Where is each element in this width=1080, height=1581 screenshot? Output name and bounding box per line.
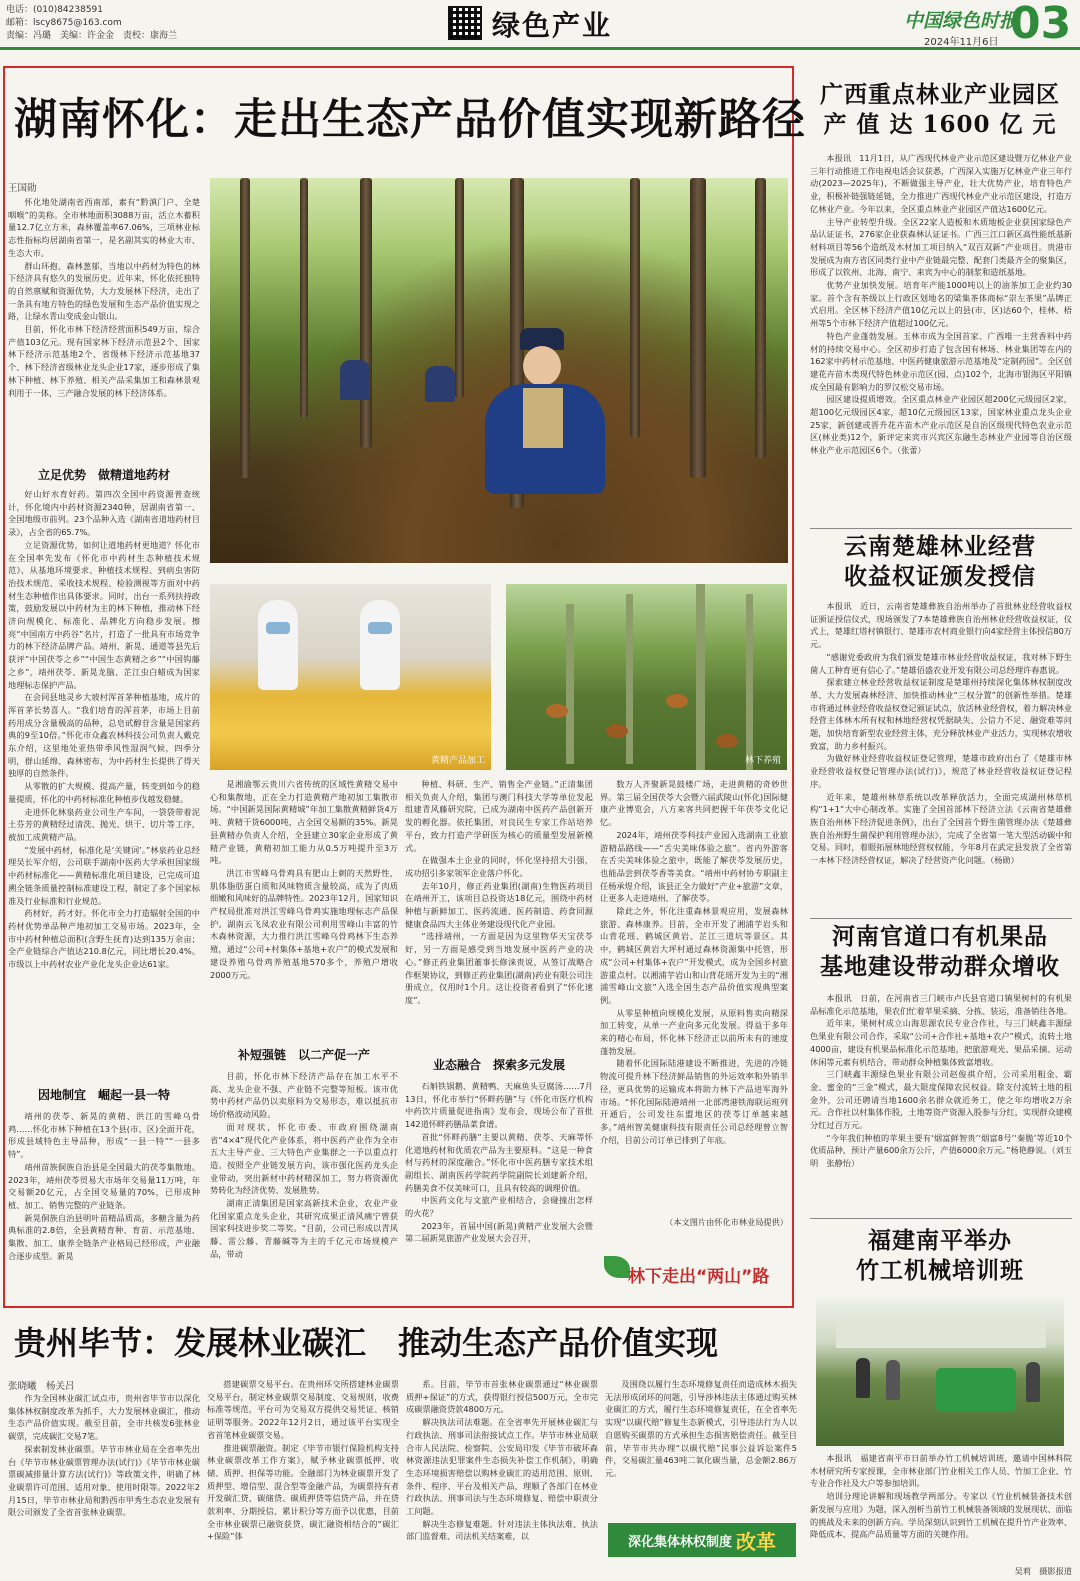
bottom-col4 xyxy=(605,1378,797,1518)
paragraph: 靖州的茯苓、新晃的黄精、洪江的雪峰乌骨鸡……怀化市林下种植在13个县(市、区)全面开花，形成县域特色主导品种，形成“一县一特”“一县多特”。 xyxy=(8,1111,200,1160)
title-line: 河南官道口有机果品 xyxy=(832,923,1048,950)
paragraph: 近年来，果树村成立山海思源农民专业合作社，与三门峡鑫丰源绿色果业有限公司合作，采取“公司+合作社+基地+农户”模式，流转土地4000亩，建设有机果品标准化示范基地，把旅游观光、果品采摘、运动休闲等元素有机结合，带动群众种植集体致富增收。 xyxy=(810,1018,1072,1067)
right-article-4-credit xyxy=(810,1565,1072,1579)
title-line: 广西重点林业产业园区 xyxy=(820,81,1060,108)
title-line: 福建南平举办 xyxy=(868,1227,1012,1254)
paragraph: 立足资源优势，如何让道地药材更地道？怀化市在全国率先发布《怀化市中药材生态种植技术规范》，从基地环境要求、种植技术规程、到病虫害防治技术规范、采收技术规程、检验测视等方面对中药材生态种植作出具体要求。同时，出台一系列扶持政策，鼓励发展以中药材为主的林下种植，推动林下经济向规模化、标准化、品牌化方向稳步发展。擦亮“中国南方中药谷”名片，打造了一批具有市场竞争力的林下经济品牌产品。靖州、新晃、通道等县先后获评“中国茯苓之乡”“中国生态黄精之乡”“中国钩藤之乡”，靖州茯苓、新晃龙脑、芷江虫白蜡成为国家地理标志保护产品。 xyxy=(8,539,200,690)
title-line: 云南楚雄林业经营 xyxy=(844,533,1036,560)
paragraph: 2024年，靖州茯苓科技产业园入选湖南工业旅游精品路线——“舌尖美味体验之旅”。省内外游客在舌尖美味体验之旅中，既能了解茯苓发展历史，也能品尝到茯苓香等美食。“靖州中药材协专职副主任杨承煜介绍，该县正全力做好“产业+旅游”文章，让更多人走进靖州、了解茯苓。 xyxy=(600,829,788,904)
stamp-slogan: 林下走出“两山”路 xyxy=(628,1267,770,1287)
paragraph: 作为全国林业碳汇试点市，贵州省毕节市以深化集体林权制度改革为抓手，大力发展林业碳汇，推动生态产品价值实现。截至目前，全市共核发6张林业碳票，完成碳汇交易7笔。 xyxy=(8,1393,200,1442)
paragraph: 目前，怀化市林下经济产品存在加工水平不高、龙头企业不强、产业链不完整等短板。该市优势中药材产品仍以卖原料为交易形态，难以抵抗市场价格波动风险。 xyxy=(210,1071,398,1120)
paragraph: 探索制发林业碳票。毕节市林业局在全省率先出台《毕节市林业碳票管理办法(试行)》《毕节市林业碳票碳减排量计算方法(试行)》等政策文件，明确了林业碳票许可范围、适用对象、使用时限等。2022年2月15日，毕节市林业局和黔西市甲秀生态农业发展有限公司颁发了全省首张林业碳票。 xyxy=(8,1443,200,1518)
title-line: 收益权证颁发授信 xyxy=(844,563,1036,590)
photo-caption-chicken: 林下养殖 xyxy=(744,756,781,766)
title-line: 基地建设带动群众增收 xyxy=(820,953,1060,980)
bottom-col3 xyxy=(406,1378,598,1578)
credit-text: 吴莉 摄影报道 xyxy=(1014,1566,1072,1576)
paragraph: 中医药文化与文旅产业相结合，会碰撞出怎样的火花？ xyxy=(405,1195,593,1219)
right-article-3-body xyxy=(810,992,1072,1214)
right-article-1-title xyxy=(806,80,1074,140)
paragraph: 特色产业蓬勃发展。玉林市成为全国首家、广西唯一主营香料中药材的持续交易中心。全区初步打造了包含国有林场、林业集团等在内的162家中药材示范基地、中医药健康旅游示范基地及“定制药园”。全区创建花卉苗木类现代特色林业示范区(园、点)102个，北海市银海区平阳镇成全国最有影响力的罗汉松交易市场。 xyxy=(810,330,1072,392)
paragraph: 新晃侗族自治县明叶苗精品质高，多糖含量为药典标准的2.8倍，全县黄精育种、育苗、示范基地、集散、加工、康养全链条产业格局已经形成，产业融合逐步成型。新晃 xyxy=(8,1212,200,1261)
right-article-1-body xyxy=(810,152,1072,522)
paragraph: 从零星种植向规模化发展，从原料售卖向精深加工转变，从单一产业向多元化发展。得益于多年来的精心布局，怀化林下经济正以前所未有的速度蓬勃发展。 xyxy=(600,1007,788,1056)
paragraph: 好山好水育好药。第四次全国中药资源普查统计，怀化境内中药材资源2340种，居湖南省第一、全国地级市前列。23个品种入选《湖南省道地药材目录》，占全省的65.7%。 xyxy=(8,489,200,538)
main-byline: 王国勋 xyxy=(8,183,37,194)
contact-info xyxy=(6,4,177,43)
paragraph: 目前，怀化市林下经济经营面积549万亩，综合产值103亿元。现有国家林下经济示范县2个、国家林下经济示范基地2个、省级林下经济示范基地37个、林下经济省级林业龙头企业17家，逐步形成了集林下种植、林下养殖、相关产品采集加工和森林景观利用于一体，三产融合发展的林下经济体系。 xyxy=(8,324,200,398)
farmer-figure xyxy=(425,366,455,402)
paragraph: 近年来，楚雄州林草系统以改革释放活力，全面完成湖州林草机构“1+1”大中心制改革。实施了全国首部林下经济立法《云南省楚雄彝族自治州林下经济促进条例》，出台了全国首个野生菌管理办法《楚雄彝族自治州野生菌保护利用管理办法》，完成了全省第一笔大型活动碳中和交易。同时，着眼拓展林地经营权权能，今年8月在武定县发放了全省第一本林下经济经营权证，解决了经营资产化问题。（杨勋） xyxy=(810,791,1072,866)
main-col1c xyxy=(8,1110,200,1298)
paragraph: 解决执法司法难题。在全省率先开展林业碳汇与行政执法、刑事司法衔接试点工作。毕节市林业局联合市人民法院、检察院、公安局印发《毕节市破坏森林资源违法犯罪案件生态损失补偿工作机制》，明确生态环境损害赔偿以购林业碳汇的适用范围、原则、条件、程序、平台及相关产品，理顺了各部门在林业行政执法、刑事司法与生态环境修复、赔偿中职责分工问题。 xyxy=(406,1417,598,1517)
paragraph: 及围绕以履行生态环境修复责任而造成林木损失无法形成闭环的问题，引导涉林违法主体通过购买林业碳汇的方式，履行生态环境修复责任，在全省率先实现“以碳代赔”修复生态新模式，引导违法行为人以自愿购买碳票的方式承担生态损害赔偿责任。截至目前，毕节市共办理“以碳代赔”民事公益诉讼案件5件，交易碳汇量463吨二氧化碳当量，总金额2.86万元。 xyxy=(605,1379,797,1478)
paragraph: 是湘渝鄂云贵川六省传统的区域性黄精交易中心和集散地，正在全力打造黄精产地初加工集散市场。“中国新晃国际黄精城”年加工集散黄精鲜货4万吨、黄精干货6000吨，占全国交易额的35%。新晃县黄精办负责人介绍，全县建立30家企业形成了黄精产业链，黄精初加工能力从0.5万吨提升至3万吨。 xyxy=(210,779,398,866)
chicken-photo xyxy=(506,584,787,770)
editors: 责编：冯璐 美编：许金金 责校：康海兰 xyxy=(6,31,178,41)
photo-credit-text: （本文图片由怀化市林业局提供） xyxy=(665,1217,788,1227)
right-article-3-title xyxy=(806,922,1074,982)
page-number: 03 xyxy=(1010,0,1072,49)
right-article-4-title xyxy=(806,1226,1074,1286)
training-photo xyxy=(816,1298,1064,1446)
title-line: 竹工机械培训班 xyxy=(856,1257,1024,1284)
paragraph: 药材好，药才好。怀化市全力打造辐射全国的中药材优势单品种产地初加工交易市场。2023年，全市中药材种植总面积(含野生抚育)达到135万余亩；全产业链综合产值达210.8亿元，同比增长20.4%。市级以上中药材农业产业化龙头企业达61家。 xyxy=(8,908,200,970)
paragraph: 群山环抱、森林葱郁，当地以中药材为特色的林下经济具有悠久的发展历史。近年来，怀化依托独特的自然禀赋和资源优势，大力发展林下经济，走出了一条具有地方特色的绿色发展和生态产品价值实现之路，让绿水青山变成金山银山。 xyxy=(8,260,200,322)
paragraph: 解决生态修复难题。针对违法主体执法难、执法部门监督难、司法机关结案难，以 xyxy=(406,1518,598,1542)
main-headline: 湖南怀化：走出生态产品价值实现新路径 xyxy=(14,95,806,145)
main-col3 xyxy=(405,778,593,1040)
right-article-2-title xyxy=(806,532,1074,592)
paragraph: “今年我们种植的苹果主要有‘烟富鲜智贵’‘烟富8号’‘秦脆’等近10个优质品种，预计产量600余万公斤，产值6000余万元。”杨艳静说。（刘玉明 张静怡） xyxy=(810,1132,1072,1169)
paragraph: 种植、科研、生产、销售全产业链。”正清集团相关负责人介绍，集团与澳门科技大学等单位发起组建青风藤研究院，已成为湖南中医药产品创新开发的孵化器。依托集团，对良民生专家工作站培养平台，致力打造产学研医为核心的质量型发展新模式。 xyxy=(405,779,593,853)
paragraph: 2023年，首届中国(新晃)黄精产业发展大会暨第二届新晃旅游产业发展大会召开， xyxy=(405,1220,593,1244)
paragraph: 从零散的扩大规模、提高产量，转变到如今的稳量提质，怀化的中药材标准化种植步伐越发稳健。 xyxy=(8,781,200,804)
paragraph: 去年10月，修正药业集团(湖南)生物医药项目在靖州开工，该项目总投资达18亿元，围绕中药材种植与新鲜加工、医药流通、医药制造、药食同源健康食品四大主体业务建设现代化产业园。 xyxy=(405,880,593,929)
title-line: 产 值 达 1600 亿 元 xyxy=(823,111,1057,138)
subhead-4: 业态融合 探索多元发展 xyxy=(432,1058,565,1072)
paragraph: 三门峡鑫丰源绿色果业有限公司赵俊祺介绍，公司采用粗金、霸金、蜜金的“三金”模式，最大限度保障农民权益。除支付流转土地的租金外，公司还聘请当地1600余名群众就近务工，使之年均增收2万余元。合作社以村集体作股，土地等资产资源入股参与分红，实现群众建模分红过百万元。 xyxy=(810,1069,1072,1131)
banner-big-text: 改革 xyxy=(736,1529,776,1554)
phone: 电话：(010)84238591 xyxy=(6,5,104,15)
paragraph: “选择靖州，一方面是因为这里物华天宝茯苓好，另一方面是感受到当地发展中医药产业的决心。”修正药业集团董事长修涞贵说，从签订战略合作框架协议，到修正药业集团(湖南)药业有限公司注册成立，仅用时1个月。这让投资者看到了“怀化速度”。 xyxy=(405,931,593,1005)
paragraph: 石斛铁锅鹅、黄精鸭、天麻鱼头豆腐汤……7月13日，怀化市举行“怀畔药膳”与《怀化市医疗机构中药饮片质量促进指南》发布会，现场公布了首批142道怀畔药膳品菜食谱。 xyxy=(405,1081,593,1130)
photo-credit xyxy=(600,1216,788,1230)
main-col2 xyxy=(210,778,398,1028)
paragraph: 随着怀化国际陆港建设不断推进，先进的冷链物流可提升林下经济鲜品销售的外运效率和外销半径，更具优势的运输成本将助力林下产品进军海外市场。“怀化国际陆港靖州一北部湾港铁海联运班列开通后，公司发往东盟地区的茯苓订单越来越多。”靖州智美健康科技有限责任公司总经理曾立智介绍，目前公司订单已排到了年底。 xyxy=(600,1058,788,1145)
paragraph: 首批“怀畔药膳”主要以黄精、茯苓、天麻等怀化道地药材和优质农产品为主要原料。“这是一种食材与药材的深度融合。”怀化市中医药膳专家技术组副组长、湖南医药学院药学院副院长刘建新介绍，药膳美食不仅美味可口，且具有较高的调理价值。 xyxy=(405,1131,593,1193)
paragraph: 数万人齐聚新晃鼓楼广场，走进黄精的奇妙世界。第三届全国茯苓大会暨六届武陵山(怀化)国际健康产业博览会，八方来客共同把握千年茯苓文化记忆。 xyxy=(600,779,788,828)
paragraph: 湖南正清集团是国家高新技术企业，农业产业化国家重点龙头企业，其研究成果正清风痛宁曾获国家科技进步奖二等奖。“目前，公司已形成以青风藤、雷公藤、青藤碱等为主的千亿元市场规模产品，带动 xyxy=(210,1198,398,1259)
paragraph: 探索建立林业经营收益权证制度是楚雄州持续深化集体林权制度改革、大力发展森林经济、加快推动林业“三权分置”的创新性举措。楚雄市将通过林业经营收益权登记颁证试点，放活林业经营权，着力解决林业经营主体林木所有权和林地经营权凭据缺失、公信力不足、融资难等问题，加快培育新型农业经营主体，充分释放林业产业活力，实现林农增收致富，助力乡村振兴。 xyxy=(810,677,1072,751)
forest-herb-photo xyxy=(210,178,788,563)
paragraph: 走进怀化林泉药业公司生产车间，一袋袋带着泥土芬芳的黄精经过清洗、抛光、烘干、切片等工序，被加工成黄精产品。 xyxy=(8,806,200,842)
bottom-col2 xyxy=(207,1378,399,1578)
paragraph: 在会同县地灵乡大坡村浑首茅种植基地，成片的浑首茅长势喜人。“我们培育的浑首茅，市场上目前药用成分含量极高的品种，总皂甙醇苷含量是国家药典的9至10倍。”怀化市众鑫农林科技公司负责人戴克东介绍，这里地处亚热带季风性湿润气候，四季分明，群山延绵、森林密布，为中药材生长提供了得天独厚的自然条件。 xyxy=(8,692,200,779)
main-col1b xyxy=(8,488,200,1070)
paragraph: 怀化地处湖南省西南部，素有“黔滇门户、全楚咽喉”的美称。全市林地面积3088万亩，活立木蓄积量12.7亿立方米，森林覆盖率67.06%，三项林业标志性指标均居湖南省第一，是名副其实的林业大市、生态大市。 xyxy=(8,197,200,258)
main-col3b xyxy=(405,1080,593,1298)
main-col2b xyxy=(210,1070,398,1298)
paragraph: “发展中药材，标准化是‘关键词’。”林泉药业总经理吴长军介绍，公司联手湖南中医药大学承担国家级中药材标准化——黄精标准化项目建设，已完成可追溯全链条质量控制标准建设工程，制定了多个国家标准及行业标准和行业规范。 xyxy=(8,844,200,906)
paragraph: 园区建设提质增效。全区重点林业产业园区超200亿元级园区2家，超100亿元级园区4家，超10亿元级园区13家，国家林业重点龙头企业25家，新创建或晋升花卉苗木产业示范区是自治区级现代特色农业示范区(林业类)12个，新评定来宾市兴宾区东融生态林业产业园等自治区级林业产业示范园区6个。（张蕾） xyxy=(810,394,1072,456)
main-col4 xyxy=(600,778,788,1210)
bottom-byline: 张晓曦 杨关吕 xyxy=(8,1381,75,1392)
section-title: 绿色产业 xyxy=(492,9,613,42)
paragraph: 主导产业转型升级。全区22家人造板和木质地板企业获国家绿色产品认证证书，276家企业获森林认证证书。广西三江口新区高性能纸基新材料项目等56个造纸及木材加工项目纳入“双百双新”产业项目。贵港市发展成为南方省区同类行业中产业链最完整、配套门类最齐全的聚集区，形成了以钦州、北海、南宁、来宾为中心的制浆和造纸基地。 xyxy=(810,216,1072,278)
paragraph: 搭建碳票交易平台。在贵州环交所搭建林业碳票交易平台，制定林业碳票交易制度、交易规则，收费标准等规范，平台可为交易双方提供交易凭证、核销证明等服务。2022年12月2日，通过该平台实现全省首笔林业碳票交易。 xyxy=(207,1379,399,1440)
paragraph: 在做强本土企业的同时，怀化坚持招大引强，成功招引多家领军企业落户怀化。 xyxy=(405,855,593,878)
divider xyxy=(810,1218,1072,1219)
farmer-figure xyxy=(465,328,625,528)
masthead xyxy=(0,0,1080,50)
reform-banner xyxy=(608,1523,796,1557)
banner-text: 深化集体林权制度 xyxy=(627,1534,732,1550)
right-article-2-body xyxy=(810,600,1072,914)
divider xyxy=(810,528,1072,529)
paragraph: 推进碳票融资。制定《毕节市银行保险机构支持林业碳票改革工作方案》，赋予林业碳票抵押、收储、质押、担保等功能。全融部门为林业碳票开发了质押型、增信型、混合型等金融产品，为碳票持有者开发碳汇贷、碳储贷、碳质押贷等信贷产品，并在贷款利率、分期授信、累计积分等方面予以优惠，目前全市林业碳票已融资获贷，碳汇融资相结合的“碳汇+保险”体 xyxy=(207,1442,399,1542)
paragraph: 面对现状，怀化市委、市政府围绕湖南省“4×4”现代化产业体系，将中医药产业作为全市五大主导产业、三大特色产业集群之一予以重点打造。按照全产业链发展方向，该市强化医药龙头企业带动，突出新材中药材精深加工，努力将资源优势转化为经济优势、发展胜势。 xyxy=(210,1121,398,1196)
paragraph: 培训分理论讲解和现场教学两部分。专家以《竹业机械装备技术创新发展与应用》为题，深入剖析当前竹工机械装备领域的发展现状、面临的挑战及未来的创新方向。学员深刻认识到竹工机械在提升竹产业效率、降低成本、提高产品质量等方面的关键作用。 xyxy=(810,1491,1072,1540)
right-article-4-body xyxy=(810,1452,1072,1564)
paragraph: 本报讯 11月1日，从广西现代林业产业示范区建设暨万亿林业产业三年行动推进工作电视电话会议获悉，广西深入实施万亿林业产业三年行动(2023—2025年)，不断做强主导产业，壮大优势产业，培育特色产业，积极补链强链延链，全力推进广西现代林业产业示范区建设，打造万亿林业产业。今年以来，全区重点林业产业园区产值达1600亿元。 xyxy=(810,153,1072,214)
paragraph: 洪江市雪峰乌骨鸡具有肥山上刺的天然野性，肌体脂肪蛋白质和风味物质含量较高，成为了肉质细嫩和风味好的品牌特性。2023年12月，国家知识产权局批准对洪江雪峰乌骨鸡实施地理标志产品保护。湖南云飞凤农业有限公司利用雪峰山丰富的竹木森林资源，大力推行洪江雪峰乌骨鸡林下生态养殖，通过“公司+村集体+基地+农户”的模式发展和建设养殖乌骨鸡养殖基地570多个，养殖户增收2000万元。 xyxy=(210,867,398,980)
paragraph: 优势产业加快发展。培育年产能1000吨以上的油茶加工企业约30家。首个含有茶级以上行政区划地名的梁集茶体商标“崇左茶果”品牌正式启用。全区林下经济产值10亿元以上的县(市、区)达60个，桂林、梧州等5个市林下经济产值超过100亿元。 xyxy=(810,280,1072,329)
food-processing-photo xyxy=(210,584,491,770)
paragraph: “感谢党委政府为我们颁发楚雄市林业经营收益权证，我对林下野生菌人工种育更有信心了。”楚雄佰盛农业开发有限公司总经理许春惠说。 xyxy=(810,651,1072,675)
paper-name: 中国绿色时报 xyxy=(904,10,1019,32)
subhead-1: 立足优势 做精道地药材 xyxy=(37,468,170,482)
paragraph: 除此之外，怀化注重森林景观应用，发展森林旅游、森林康养。目前，全市开发了湘浦芋岩头和山背花瑶、鹤城区黄岩、芷江三道坑等景区。其中，鹤城区黄岩大坪村通过森林资源集中托管，形成“公司+村集体+农户”开发模式，成为全国乡村旅游重点村。以湘浦芋岩山和山背花瑶开发为主的“湘浦雪峰山文旅”入选全国生态产品价值实现典型案例。 xyxy=(600,906,788,1005)
photo-caption-food: 黄精产品加工 xyxy=(430,756,485,766)
paragraph: 为做好林业经营收益权证登记管理，楚雄市政府出台了《楚雄市林业经营收益权登记管理办法(试行)》，规范了林业经营收益权证登记程序。 xyxy=(810,753,1072,789)
pub-date: 2024年11月6日 xyxy=(924,37,999,48)
main-col1 xyxy=(8,196,200,454)
farmer-figure xyxy=(340,360,370,400)
subhead-2: 因地制宜 崛起一县一特 xyxy=(37,1088,170,1102)
bottom-col1 xyxy=(8,1392,200,1578)
paragraph: 本报讯 近日，云南省楚雄彝族自治州举办了首批林业经营收益权证颁证授信仪式，现场颁发了7本楚雄彝族自治州林业经营收益权证，仪式上，楚雄红塔村镇银行、楚雄市农村商业银行向4家经营主体授信80万元。 xyxy=(810,601,1072,650)
paragraph: 靖州苗族侗族自治县是全国最大的茯苓集散地。2023年，靖州茯苓贸易大市场年交易量11万吨，年交易额20亿元，占全国交易量的70%，已形成种植、加工、销售完整的产业链条。 xyxy=(8,1161,200,1210)
paragraph: 系。目前，毕节市首张林业碳票通过“林业碳票质押+保证”的方式，获得银行授信500万元，全市完成碳票融资贷款4800万元。 xyxy=(406,1379,598,1415)
qr-code-icon xyxy=(448,6,482,40)
bottom-headline: 贵州毕节：发展林业碳汇 推动生态产品价值实现 xyxy=(14,1324,719,1362)
paragraph: 本报讯 日前，在河南省三门峡市卢氏县官道口镇果树村的有机果品标准化示范基地，果农们忙着苹果采摘、分拣、装运，准备销往各地。 xyxy=(810,993,1072,1016)
email: 邮箱：lscy8675@163.com xyxy=(6,18,122,28)
paragraph: 本报讯 福建省南平市日前举办竹工机械培训班，邀请中国林科院木材研究所专家授课，全市林业部门竹业相关工作人员、竹加工企业、竹专业合作社及大户等参加培训。 xyxy=(810,1453,1072,1489)
divider xyxy=(810,918,1072,919)
subhead-3: 补短强链 以二产促一产 xyxy=(237,1048,370,1062)
